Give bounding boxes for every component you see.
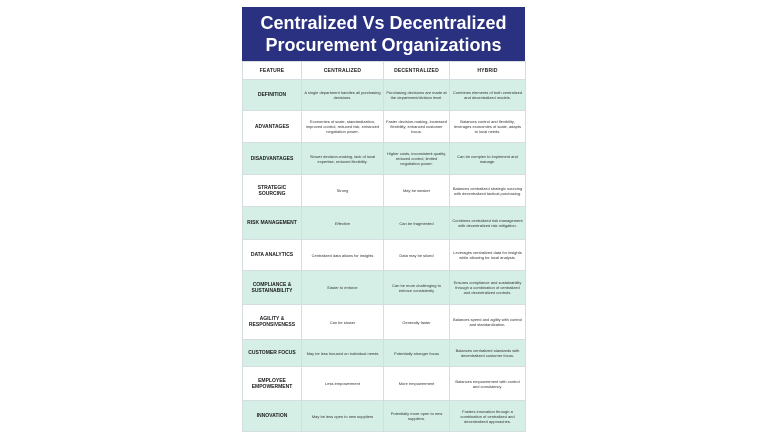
centralized-cell: Centralized data allows for insights — [302, 240, 384, 271]
feature-cell: DATA ANALYTICS — [243, 240, 302, 271]
hybrid-cell: Leverages centralized data for insights while allowing for local analysis. — [450, 240, 526, 271]
title-banner — [242, 7, 525, 61]
decentralized-cell: Generally faster — [384, 305, 450, 340]
hybrid-cell: Balances speed and agility with control and standardization. — [450, 305, 526, 340]
hybrid-cell: Ensures compliance and sustainability through a combination of centralized and decentralized controls. — [450, 271, 526, 305]
header-decentralized: DECENTRALIZED — [384, 62, 450, 80]
decentralized-cell: Data may be siloed — [384, 240, 450, 271]
table-row — [243, 143, 526, 175]
table-row — [243, 367, 526, 401]
decentralized-cell: Faster decision-making, increased flexibility, enhanced customer focus. — [384, 111, 450, 143]
feature-cell: STRATEGIC SOURCING — [243, 175, 302, 207]
header-feature: FEATURE — [243, 62, 302, 80]
decentralized-cell: Purchasing decisions are made at the department/division level. — [384, 80, 450, 111]
table-row — [243, 340, 526, 367]
feature-cell: DEFINITION — [243, 80, 302, 111]
centralized-cell: Easier to enforce — [302, 271, 384, 305]
centralized-cell: May be less open to new suppliers — [302, 401, 384, 432]
decentralized-cell: More empowerment — [384, 367, 450, 401]
feature-cell: INNOVATION — [243, 401, 302, 432]
decentralized-cell: Can be more challenging to enforce consistently — [384, 271, 450, 305]
title-line-2: Procurement Organizations — [265, 35, 502, 55]
title-line-1: Centralized Vs Decentralized — [260, 13, 507, 33]
centralized-cell: Slower decision-making, lack of local expertise, reduced flexibility. — [302, 143, 384, 175]
hybrid-cell: Balances control and flexibility, leverages economies of scale, adapts to local needs. — [450, 111, 526, 143]
table-row — [243, 305, 526, 340]
table-row — [243, 240, 526, 271]
feature-cell: RISK MANAGEMENT — [243, 207, 302, 240]
decentralized-cell: Potentially more open to new suppliers. — [384, 401, 450, 432]
header-hybrid: HYBRID — [450, 62, 526, 80]
hybrid-cell: Fosters innovation through a combination of centralized and decentralized approaches. — [450, 401, 526, 432]
feature-cell: CUSTOMER FOCUS — [243, 340, 302, 367]
table-row — [243, 207, 526, 240]
feature-cell: ADVANTAGES — [243, 111, 302, 143]
comparison-table — [242, 61, 526, 432]
table-row — [243, 401, 526, 432]
centralized-cell: Can be slower — [302, 305, 384, 340]
table-row — [243, 111, 526, 143]
hybrid-cell: Balances centralized standards with decentralized customer focus. — [450, 340, 526, 367]
feature-cell: AGILITY & RESPONSIVENESS — [243, 305, 302, 340]
hybrid-cell: Balances centralized strategic sourcing with decentralized tactical purchasing. — [450, 175, 526, 207]
table-row — [243, 271, 526, 305]
header-centralized: CENTRALIZED — [302, 62, 384, 80]
table-row — [243, 175, 526, 207]
centralized-cell: Effective — [302, 207, 384, 240]
feature-cell: EMPLOYEE EMPOWERMENT — [243, 367, 302, 401]
decentralized-cell: Potentially stronger focus — [384, 340, 450, 367]
decentralized-cell: Can be fragmented — [384, 207, 450, 240]
centralized-cell: Less empowerment — [302, 367, 384, 401]
decentralized-cell: Higher costs, inconsistent quality, reduced control, limited negotiation power. — [384, 143, 450, 175]
decentralized-cell: May be weaker — [384, 175, 450, 207]
centralized-cell: Economies of scale, standardization, improved control, reduced risk, enhanced negotiation power. — [302, 111, 384, 143]
hybrid-cell: Combines centralized risk management with decentralized risk mitigation. — [450, 207, 526, 240]
table-row — [243, 80, 526, 111]
hybrid-cell: Combines elements of both centralized and decentralized models. — [450, 80, 526, 111]
centralized-cell: Strong — [302, 175, 384, 207]
feature-cell: DISADVANTAGES — [243, 143, 302, 175]
header-row — [243, 62, 526, 80]
feature-cell: COMPLIANCE & SUSTAINABILITY — [243, 271, 302, 305]
hybrid-cell: Balances empowerment with control and consistency. — [450, 367, 526, 401]
hybrid-cell: Can be complex to implement and manage. — [450, 143, 526, 175]
centralized-cell: May be less focused on individual needs — [302, 340, 384, 367]
comparison-sheet — [242, 7, 525, 426]
centralized-cell: A single department handles all purchasing decisions. — [302, 80, 384, 111]
